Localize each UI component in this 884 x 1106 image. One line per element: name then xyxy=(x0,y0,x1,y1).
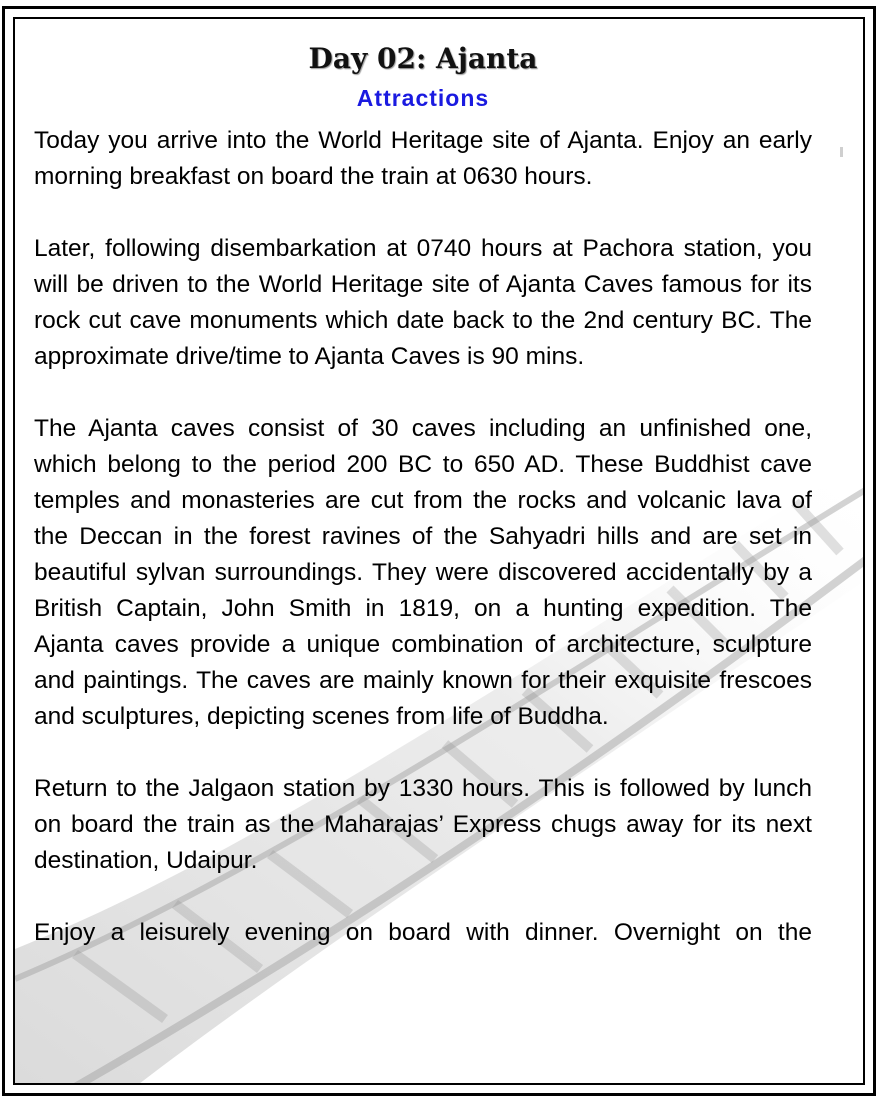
paragraph-ajanta-caves: The Ajanta caves consist of 30 caves including an unfinished one, which belong to the period 200 BC to 650 AD. These Buddhist cave temples and monasteries are cut from the rocks and volcanic lava of the Deccan in the forest ravines of the Sahyadri hills and are set in beautiful sylvan surroundings. They were discovered accidentally by a British Captain, John Smith in 1819, on a hunting expedition. The Ajanta caves provide a unique combination of architecture, sculpture and paintings. The caves are mainly known for their exquisite frescoes and sculptures, depicting scenes from life of Buddha. xyxy=(34,415,812,730)
page-title: Day 02: Ajanta xyxy=(308,42,538,75)
paragraph-evening: Enjoy a leisurely evening on board with dinner. Overnight on the xyxy=(34,919,812,946)
corner-mark xyxy=(840,147,843,157)
paragraph-disembarkation: Later, following disembarkation at 0740 hours at Pachora station, you will be driven to the World Heritage site of Ajanta Caves famous for its rock cut cave monuments which date back to the 2nd century BC. The approximate drive/time to Ajanta Caves is 90 mins. xyxy=(34,235,812,370)
paragraph-arrival: Today you arrive into the World Heritage site of Ajanta. Enjoy an early morning breakfast on board the train at 0630 hours. xyxy=(34,127,812,190)
paragraph-return: Return to the Jalgaon station by 1330 hours. This is followed by lunch on board the train as the Maharajas’ Express chugs away for its next destination, Udaipur. xyxy=(34,775,812,874)
document-content xyxy=(34,37,812,951)
page-inner-border xyxy=(13,17,865,1085)
section-subtitle: Attractions xyxy=(356,85,490,111)
